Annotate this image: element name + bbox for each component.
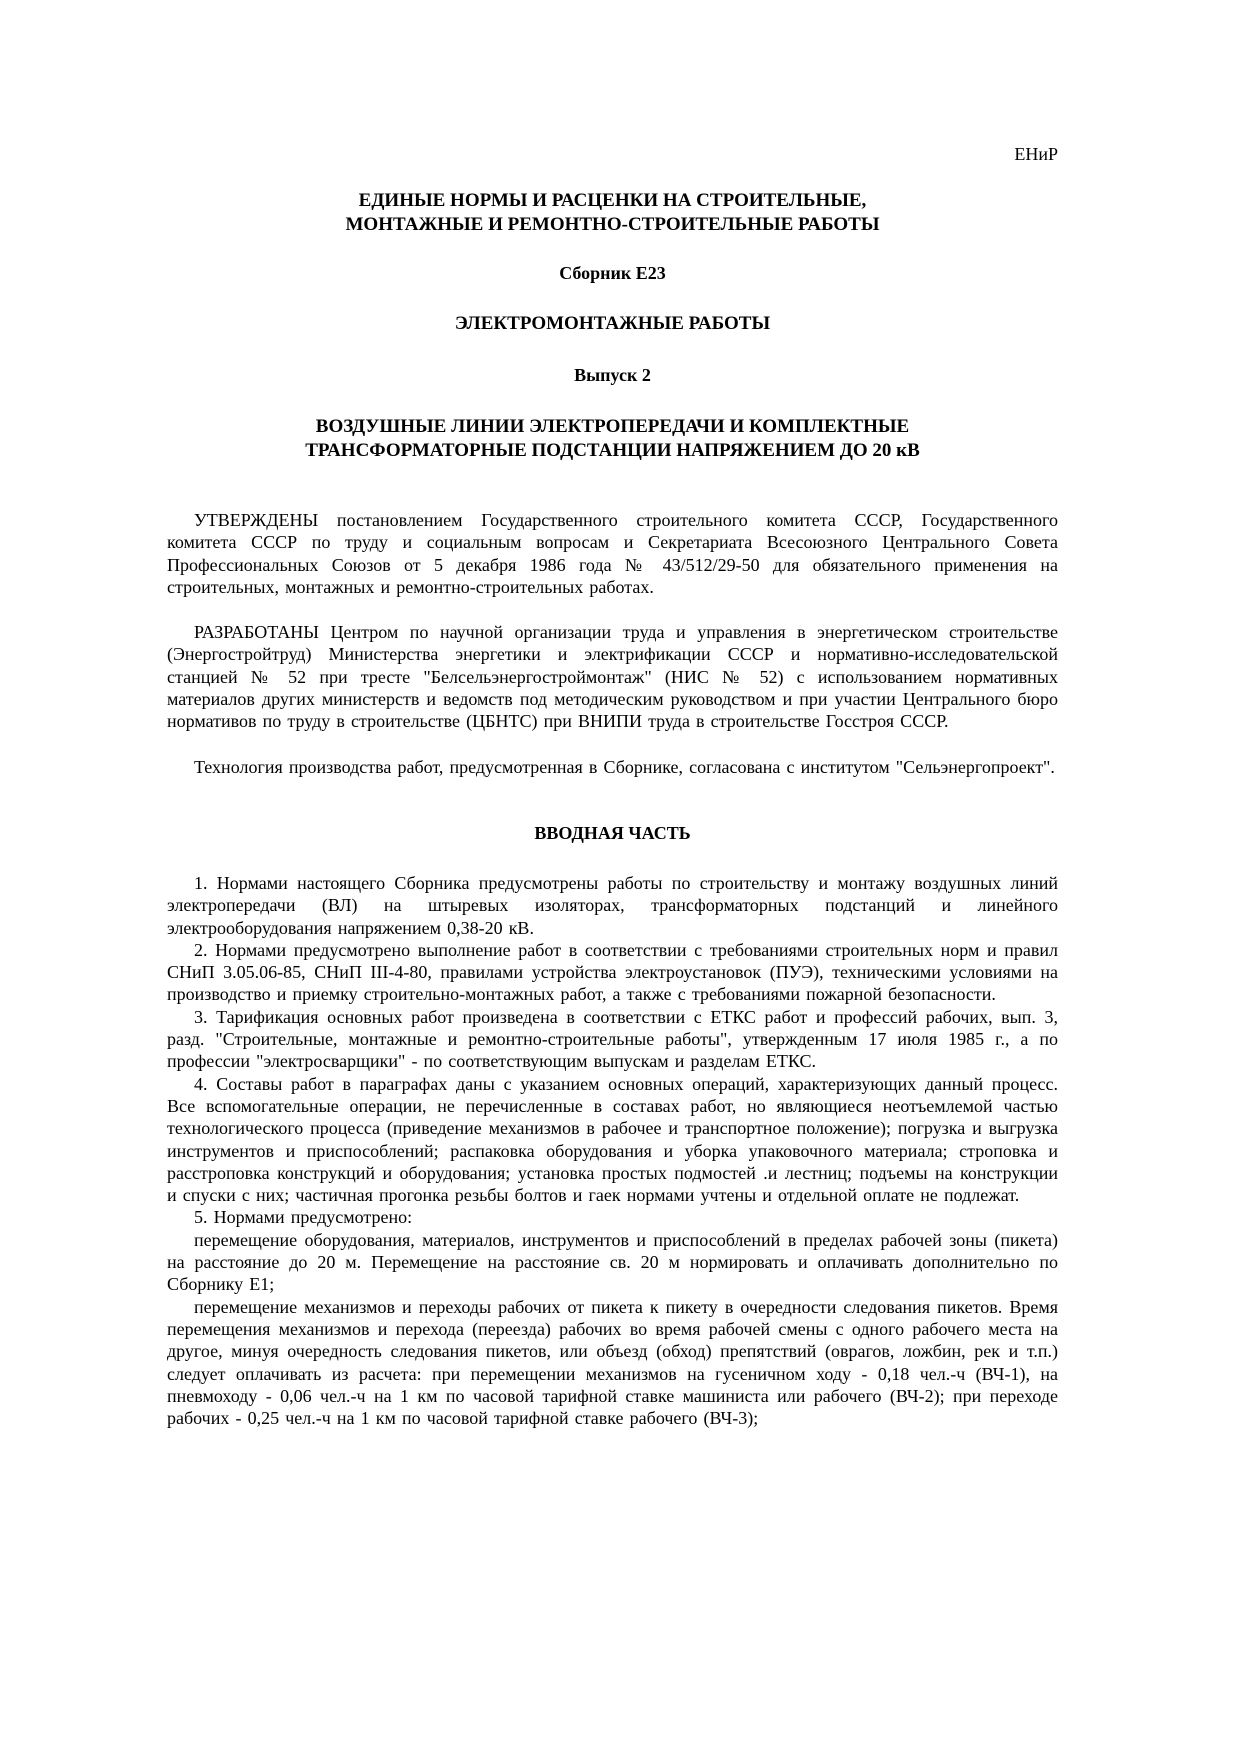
document-title-line-1: ВОЗДУШНЫЕ ЛИНИИ ЭЛЕКТРОПЕРЕДАЧИ И КОМПЛЕКТНЫЕ [315,416,910,437]
works-subtitle: ЭЛЕКТРОМОНТАЖНЫЕ РАБОТЫ [454,313,771,334]
intro-paragraph-1: 1. Нормами настоящего Сборника предусмотрены работы по строительству и монтажу воздушных линий электропередачи (ВЛ) на штыревых изоляторах, трансформаторных подстанций и линейного электрооборудования напряжением 0,38-20 кВ. [167,872,1058,938]
document-title [167,415,1058,463]
approved-paragraph: УТВЕРЖДЕНЫ постановлением Государственного строительного комитета СССР, Государственного комитета СССР по труду и социальным вопросам и Секретариата Всесоюзного Центрального Совета Профессиональных Союзов от 5 декабря 1986 года № 43/512/29-50 для обязательного применения на строительных, монтажных и ремонтно-строительных работах. [167,510,1058,597]
main-title-line-1: ЕДИНЫЕ НОРМЫ И РАСЦЕНКИ НА СТРОИТЕЛЬНЫЕ, [358,190,867,211]
document-code-label: ЕНиР [1014,144,1058,164]
technology-paragraph: Технология производства работ, предусмотренная в Сборнике, согласована с институтом "Сельэнергопроект". [194,756,1055,777]
intro-paragraph-2: 2. Нормами предусмотрено выполнение работ в соответствии с требованиями строительных норм и правил СНиП 3.05.06-85, СНиП III-4-80, правилами устройства электроустановок (ПУЭ), техническими условиями на производство и приемку строительно-монтажных работ, а также с требованиями пожарной безопасности. [167,939,1058,1005]
main-title-line-2: МОНТАЖНЫЕ И РЕМОНТНО-СТРОИТЕЛЬНЫЕ РАБОТЫ [345,214,880,235]
intro-section-body [167,872,1058,1429]
document-title-line-2: ТРАНСФОРМАТОРНЫЕ ПОДСТАНЦИИ НАПРЯЖЕНИЕМ ДО 20 кВ [305,440,920,461]
collection-label: Сборник Е23 [559,263,666,283]
main-title [167,189,1058,237]
intro-section-heading: ВВОДНАЯ ЧАСТЬ [534,822,691,843]
intro-paragraph-4: 4. Составы работ в параграфах даны с указанием основных операций, характеризующих данный процесс. Все вспомогательные операции, не перечисленные в составах работ, но являющиеся неотъемлемой частью технологического процесса (приведение механизмов в рабочее и транспортное положение); погрузка и выгрузка инструментов и приспособлений; распаковка оборудования и уборка упаковочного материала; строповка и расстроповка конструкций и оборудования; установка простых подмостей .и лестниц; подъемы на конструкции и спуски с них; частичная прогонка резьбы болтов и гаек нормами учтены и отдельной оплате не подлежат. [167,1073,1058,1206]
developed-paragraph: РАЗРАБОТАНЫ Центром по научной организации труда и управления в энергетическом строительстве (Энергостройтруд) Министерства энергетики и электрификации СССР и нормативно-исследовательской станцией № 52 при тресте "Белсельэнергостроймонтаж" (НИС № 52) с использованием нормативных материалов других министерств и ведомств под методическим руководством и при участии Центрального бюро нормативов по труду в строительстве (ЦБНТС) при ВНИПИ труда в строительстве Госстроя СССР. [167,622,1058,732]
intro-paragraph-7: перемещение механизмов и переходы рабочих от пикета к пикету в очередности следования пикетов. Время перемещения механизмов и перехода (переезда) рабочих во время рабочей смены с одного рабочего места на другое, минуя очередность следования пикетов, или объезд (обход) препятствий (оврагов, ложбин, рек и т.п.) следует оплачивать из расчета: при перемещении механизмов на гусеничном ходу - 0,18 чел.-ч (ВЧ-1), на пневмоходу - 0,06 чел.-ч на 1 км по часовой тарифной ставке машиниста или рабочего (ВЧ-2); при переходе рабочих - 0,25 чел.-ч на 1 км по часовой тарифной ставке рабочего (ВЧ-3); [167,1296,1058,1429]
intro-paragraph-3: 3. Тарификация основных работ произведена в соответствии с ЕТКС работ и профессий рабочих, вып. 3, разд. "Строительные, монтажные и ремонтно-строительные работы", утвержденным 17 июля 1985 г., а по профессии "электросварщики" - по соответствующим выпускам и разделам ЕТКС. [167,1006,1058,1072]
issue-label: Выпуск 2 [574,365,651,385]
intro-paragraph-5: 5. Нормами предусмотрено: [194,1207,413,1228]
intro-paragraph-6: перемещение оборудования, материалов, инструментов и приспособлений в пределах рабочей зоны (пикета) на расстояние до 20 м. Перемещение на расстояние св. 20 м нормировать и оплачивать дополнительно по Сборнику Е1; [167,1229,1058,1295]
preamble-section [167,509,1058,778]
